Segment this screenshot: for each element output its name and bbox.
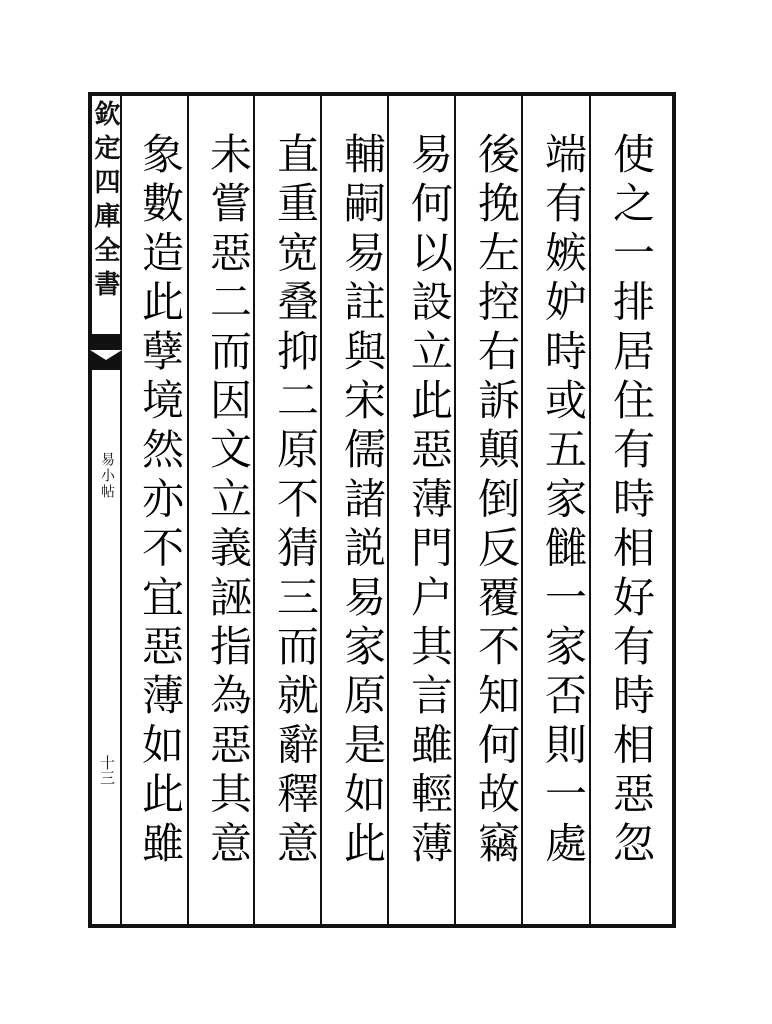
text-column-3: 後挽左控右訴顛倒反覆不知何故竊 xyxy=(472,132,521,870)
text-column-1: 使之一排居住有時相好有時相惡忽 xyxy=(607,132,656,870)
text-column-6: 直重宽叠抑二原不猜三而就辭釋意 xyxy=(271,132,320,870)
text-column-8: 象數造此孽境然亦不宜惡薄如此雖 xyxy=(136,132,185,870)
text-column-5: 輔嗣易註與宋儒諸説易家原是如此 xyxy=(338,132,387,870)
text-column-2: 端有嫉妒時或五家雠一家否則一處 xyxy=(539,132,588,870)
text-column-4: 易何以設立此惡薄門户其言雖輕薄 xyxy=(405,132,454,870)
page-number: 十三 xyxy=(98,755,116,785)
collection-title: 欽定四庫全書 xyxy=(90,100,120,304)
text-column-7: 未嘗惡二而因文立義誣指為惡其意 xyxy=(204,132,253,870)
book-title: 易小帖 xyxy=(99,452,115,500)
